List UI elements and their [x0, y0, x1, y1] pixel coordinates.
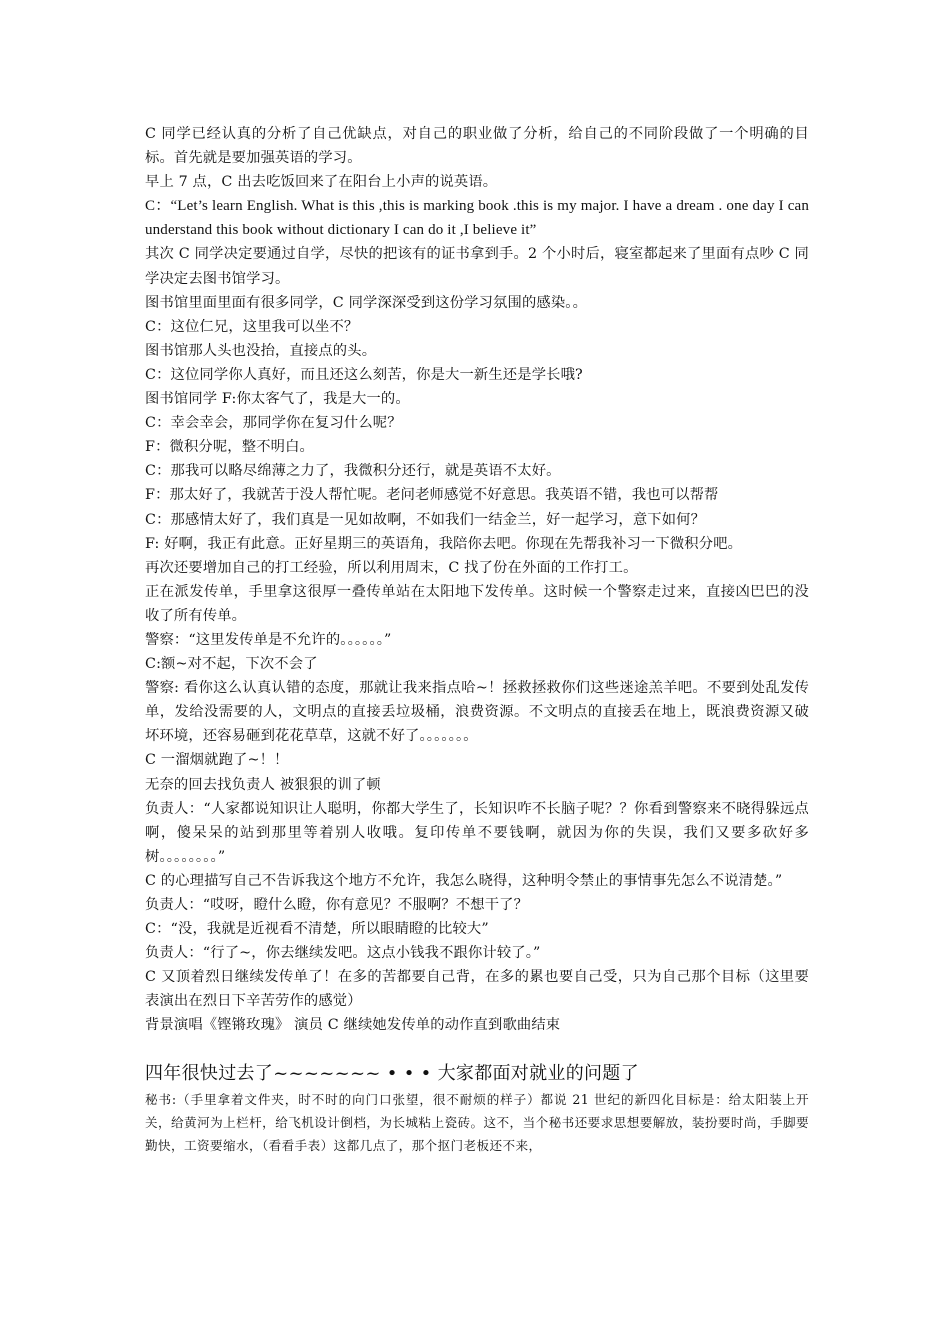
paragraph: 背景演唱《铿锵玫瑰》 演员 C 继续她发传单的动作直到歌曲结束 [145, 1017, 561, 1034]
dialogue-line: C：幸会幸会，那同学你在复习什么呢？ [145, 415, 402, 432]
paragraph: 再次还要增加自己的打工经验，所以利用周末，C 找了份在外面的工作打工。 [145, 559, 638, 576]
dialogue-line: 警察：“这里发传单是不允许的。。。。。。” [145, 631, 392, 648]
dialogue-line: C：那感情太好了，我们真是一见如故啊，不如我们一结金兰，好一起学习，意下如何？ [145, 511, 706, 528]
section-heading: 四年很快过去了~~~~~~~ • • • 大家都面对就业的问题了 [145, 1062, 639, 1084]
paragraph: 其次 C 同学决定要通过自学，尽快的把该有的证书拿到手。2 个小时后，寝室都起来了里面有点吵 C 同学决定去图书馆学习。 [145, 246, 809, 287]
dialogue-line: C：这位仁兄，这里我可以坐不？ [145, 318, 359, 335]
dialogue-line: 图书馆同学 F:你太客气了，我是大一的。 [145, 391, 410, 408]
dialogue-line: C：那我可以略尽绵薄之力了，我微积分还行，就是英语不太好。 [145, 463, 561, 480]
dialogue-line: F: 好啊，我正有此意。正好星期三的英语角，我陪你去吧。你现在先帮我补习一下微积分吧。 [145, 535, 743, 552]
paragraph: 无奈的回去找负责人 被狠狠的训了顿 [145, 776, 381, 793]
dialogue-line: 负责人：“哎呀，瞪什么瞪，你有意见？不服啊？不想干了？ [145, 897, 529, 913]
paragraph: C 又顶着烈日继续发传单了！在多的苦都要自己背，在多的累也要自己受，只为自己那个目标（这里要表演出在烈日下辛苦劳作的感觉） [145, 969, 809, 1010]
paragraph: 正在派发传单，手里拿这很厚一叠传单站在太阳地下发传单。这时候一个警察走过来，直接凶巴巴的没收了所有传单。 [145, 583, 809, 624]
paragraph: C 的心理描写自己不告诉我这个地方不允许，我怎么晓得，这种明令禁止的事情事先怎么不说清楚。” [145, 872, 783, 889]
dialogue-line: 警察: 看你这么认真认错的态度，那就让我来指点哈~！拯救拯救你们这些迷途羔羊吧。不要到处乱发传单，发给没需要的人，文明点的直接丢垃圾桶，浪费资源。不文明点的直接丢在地上，既浪费资源又破坏环境，还容易砸到花花草草，这就不好了。。。。。。。 [145, 680, 809, 745]
document-page [145, 122, 809, 1157]
dialogue-line: 负责人：“人家都说知识让人聪明，你都大学生了，长知识咋不长脑子呢？？你看到警察来不晓得躲远点啊，傻呆呆的站到那里等着别人收哦。复印传单不要钱啊，就因为你的失误，我们又要多砍好多树。。。。。。。。” [145, 800, 809, 865]
dialogue-line: C：“没，我就是近视看不清楚，所以眼睛瞪的比较大” [145, 921, 489, 938]
section-gap [145, 1038, 809, 1060]
secretary-paragraph: 秘书:（手里拿着文件夹，时不时的向门口张望，很不耐烦的样子）都说 21 世纪的新四化目标是：给太阳装上开关，给黄河为上栏杆，给飞机设计倒档，为长城粘上瓷砖。这不，当个秘书还要求思想要解放，装扮要时尚，手脚要勤快，工资要缩水，（看看手表）这都几点了，那个抠门老板还不来， [145, 1091, 809, 1153]
paragraph: 图书馆那人头也没抬，直接点的头。 [145, 342, 377, 359]
dialogue-line: 负责人：“行了~，你去继续发吧。这点小钱我不跟你计较了。” [145, 945, 541, 962]
paragraph: 早上 7 点，C 出去吃饭回来了在阳台上小声的说英语。 [145, 174, 498, 191]
dialogue-line: F：微积分呢，整不明白。 [145, 439, 314, 456]
paragraph-english-dialogue: C：“Let’s learn English. What is this ,this is marking book .this is my major. I have a dream . one day I can understand this book without dictionary I can do it ,I believe it” [145, 198, 809, 239]
dialogue-line: C:额~对不起，下次不会了 [145, 656, 318, 673]
dialogue-line: C：这位同学你人真好，而且还这么刻苦，你是大一新生还是学长哦? [145, 366, 583, 383]
paragraph: C 一溜烟就跑了~！！ [145, 752, 289, 769]
paragraph: 图书馆里面里面有很多同学，C 同学深深受到这份学习氛围的感染。。 [145, 294, 588, 311]
paragraph: C 同学已经认真的分析了自己优缺点，对自己的职业做了分析，给自己的不同阶段做了一个明确的目标。首先就是要加强英语的学习。 [145, 126, 809, 167]
dialogue-line: F：那太好了，我就苦于没人帮忙呢。老问老师感觉不好意思。我英语不错，我也可以帮帮 [145, 487, 719, 504]
